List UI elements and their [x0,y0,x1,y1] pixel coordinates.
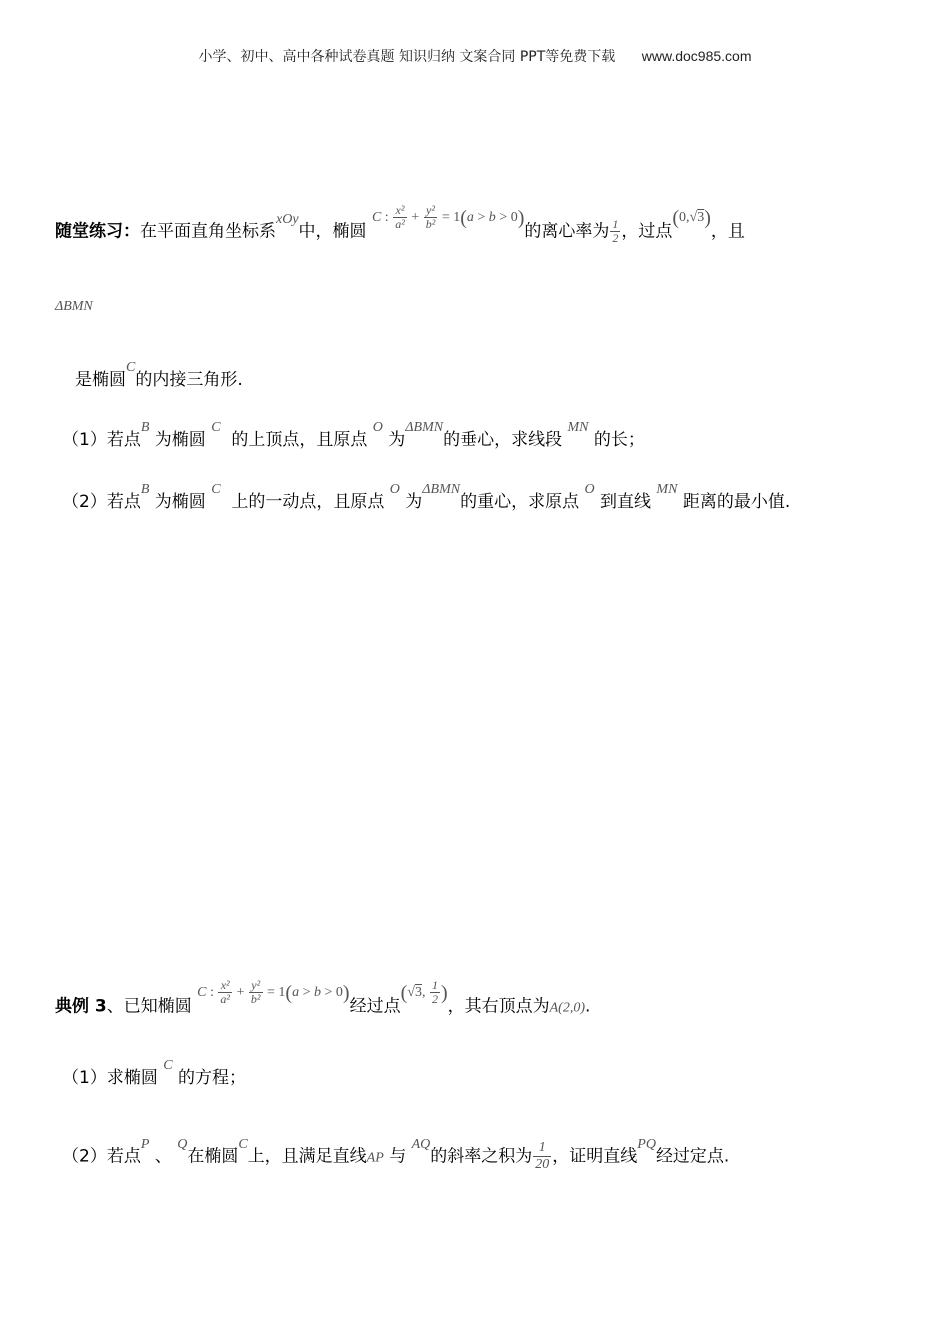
example3-line-1: 典例 3、已知椭圆 $^{C : \frac{\text{x²}}{\text{a²}} + \frac{\text{y²}}{\text{b²}} = 1(a > b > 0)}$经过点$^{(√3, \frac{1}{2} )}$，其右顶点为A(2,0). [55,978,591,1017]
header-site: www.doc985.com [641,48,752,64]
practice-text: 的离心率为 [524,221,610,242]
practice-question-2: （2）若点$^B$ 为椭圆 $^C$ 上的一动点，且原点 $^O$ 为$^{\Delta BMN}$的重心，求原点 $^O$ 到直线 $^{MN}$ 距离的最小值. [62,482,791,512]
slope-product-fraction: $\frac{1}{20}$ [535,1140,550,1172]
practice-text: ，且 [710,221,745,242]
point-sqrt3-half: (√3, 1 2 ) [400,978,448,1006]
coord-system: xOy [276,211,299,227]
example3-question-2: （2）若点$^P$ 、 $^Q$在椭圆$^C$上，且满足直线AP 与 $^{AQ}$的斜率之积为 $\frac{1}{20}$ ，证明直线$^{PQ}$经过定点. [62,1136,730,1172]
practice-question-1: （1）若点$^B$ 为椭圆 $^C$ 的上顶点，且原点 $^O$ 为$^{\Delta BMN}$的垂心，求线段 $^{MN}$ 的长； [62,420,645,450]
practice-text: 在平面直角坐标系 [140,221,276,242]
header-text: 小学、初中、高中各种试卷真题 知识归纳 文案合同 PPT等免费下载 [198,49,616,65]
ellipse-equation-1: C : x² a² + y² b² = 1(a > b > 0) [371,203,525,231]
practice-line-2: 是椭圆$^C$的内接三角形. [75,360,243,390]
point-0-sqrt3: (0,√3) [672,206,711,229]
page-header [0,46,950,66]
eccentricity-fraction: $\frac{1}{2}$ [612,217,619,245]
practice-heading: 随堂练习： [55,221,140,242]
triangle-label: ΔBMN [55,299,93,314]
example3-question-1: （1）求椭圆 $^C$ 的方程； [62,1058,246,1088]
vertex-A: A(2,0) [549,1000,585,1016]
example3-heading: 典例 3 [55,996,107,1017]
practice-text: ，过点 [621,221,673,242]
practice-text: 中，椭圆 [298,221,367,242]
ellipse-equation-2: C : x² a² + y² b² = 1(a > b > 0) [197,978,350,1006]
